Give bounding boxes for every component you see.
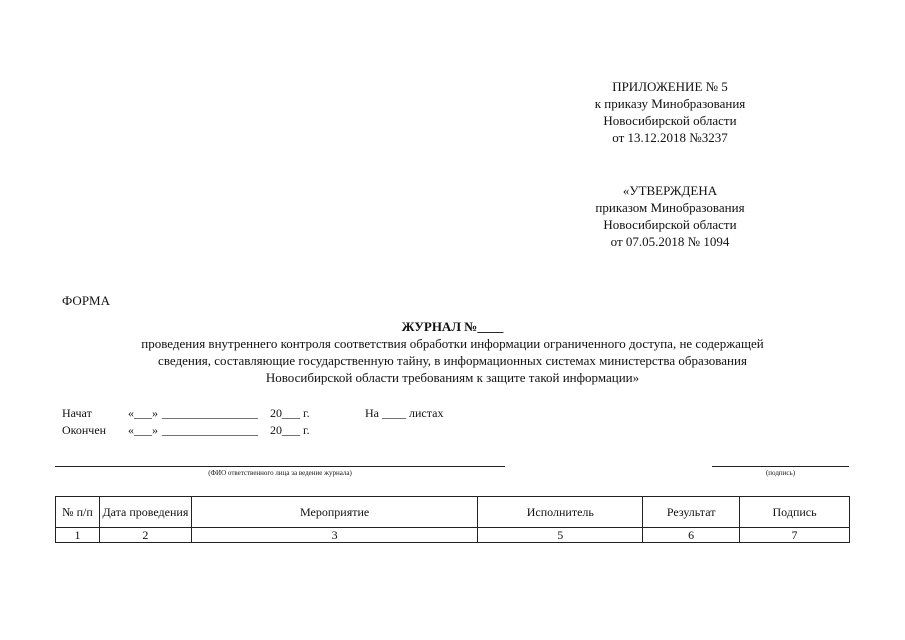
appendix-line: ПРИЛОЖЕНИЕ № 5 — [612, 79, 728, 94]
sheets-count: На ____ листах — [365, 406, 444, 420]
approved-block — [560, 182, 780, 250]
journal-heading: ЖУРНАЛ №____ — [401, 319, 504, 334]
end-label: Окончен — [62, 423, 107, 437]
col-header-event: Мероприятие — [191, 497, 478, 528]
signature-line — [712, 466, 849, 467]
signature-caption: (подпись) — [765, 469, 796, 477]
col-header-executor: Исполнитель — [478, 497, 643, 528]
col-header-date: Дата проведения — [99, 497, 191, 528]
journal-line: Новосибирской области требованиям к защите такой информации» — [265, 370, 640, 385]
appendix-line: Новосибирской области — [603, 113, 737, 128]
col-number-cell: 2 — [99, 528, 191, 543]
col-number-cell: 3 — [191, 528, 478, 543]
start-label: Начат — [62, 406, 92, 420]
approved-line: Новосибирской области — [603, 217, 737, 232]
appendix-line: от 13.12.2018 №3237 — [612, 130, 728, 145]
form-label: ФОРМА — [62, 293, 110, 308]
journal-table — [55, 496, 850, 543]
fio-caption: (ФИО ответственного лица за ведение журнала) — [208, 469, 352, 477]
end-month: ________________ — [162, 423, 258, 437]
col-header-number: № п/п — [56, 497, 100, 528]
table-header-row — [56, 497, 850, 528]
end-day: «___» — [128, 423, 158, 437]
col-header-result: Результат — [643, 497, 740, 528]
appendix-line: к приказу Минобразования — [594, 96, 746, 111]
journal-title — [60, 318, 845, 386]
col-number-cell: 5 — [478, 528, 643, 543]
approved-line: от 07.05.2018 № 1094 — [610, 234, 730, 249]
journal-line: сведения, составляющие государственную тайну, в информационных системах министерства образования — [158, 353, 747, 368]
table-row — [56, 528, 850, 543]
col-number-cell: 6 — [643, 528, 740, 543]
end-year: 20___ г. — [270, 423, 310, 437]
col-number-cell: 7 — [740, 528, 850, 543]
col-header-signature: Подпись — [740, 497, 850, 528]
start-day: «___» — [128, 406, 158, 420]
approved-line: приказом Минобразования — [595, 200, 745, 215]
approved-line: «УТВЕРЖДЕНА — [622, 183, 718, 198]
start-month: ________________ — [162, 406, 258, 420]
col-number-cell: 1 — [56, 528, 100, 543]
journal-line: проведения внутреннего контроля соответствия обработки информации ограниченного доступа, не содержащей — [141, 336, 764, 351]
start-year: 20___ г. — [270, 406, 310, 420]
fio-line — [55, 466, 505, 467]
appendix-block — [560, 78, 780, 146]
